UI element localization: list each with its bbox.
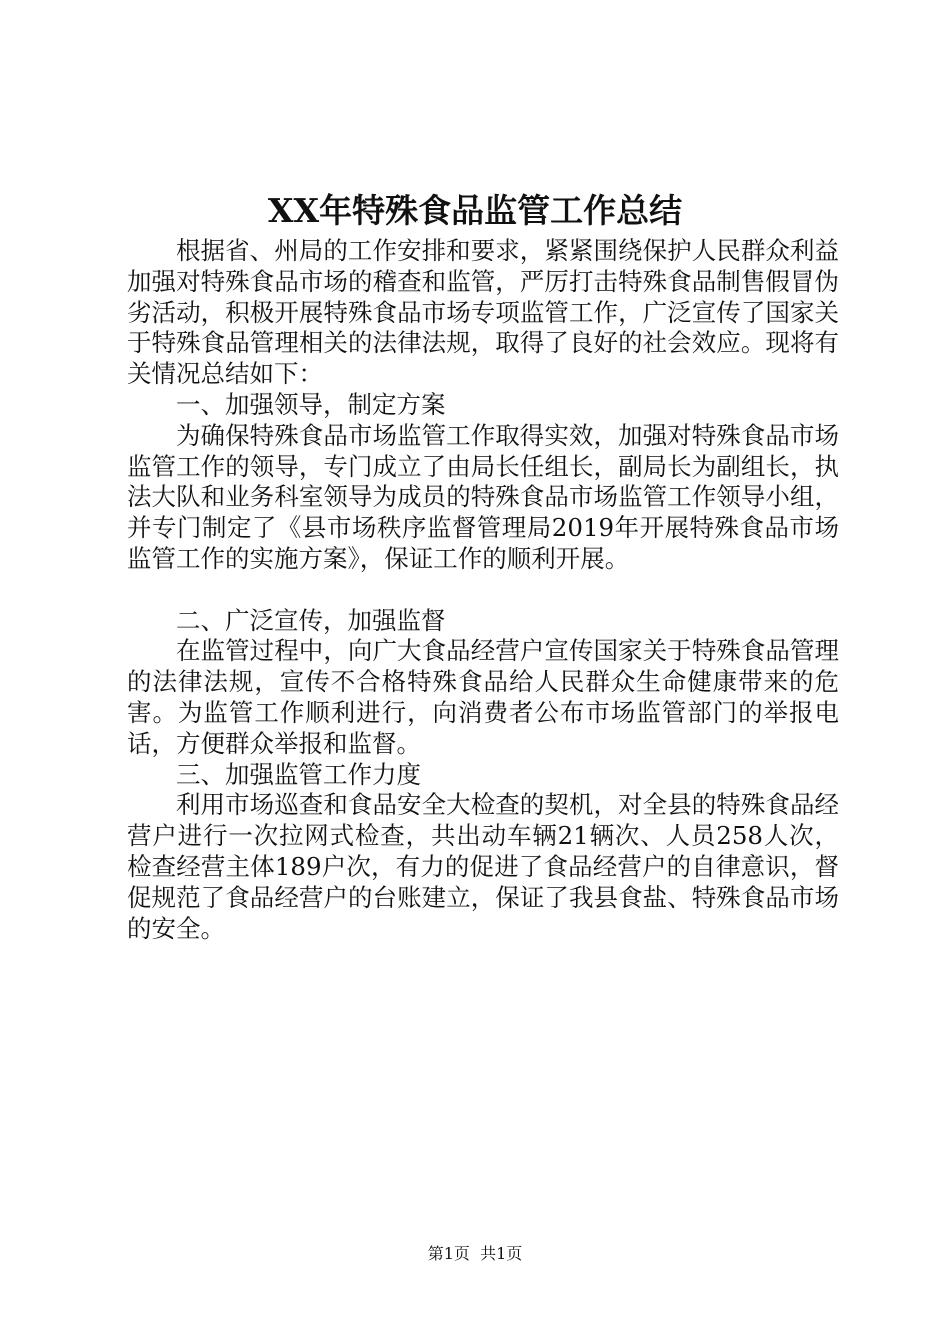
section-heading-3: 三、加强监管工作力度 bbox=[176, 759, 421, 789]
section-heading-2: 二、广泛宣传，加强监督 bbox=[176, 605, 446, 635]
page-number: 第1页 bbox=[427, 1244, 470, 1263]
page-footer bbox=[0, 1243, 950, 1265]
intro-paragraph: 根据省、州局的工作安排和要求，紧紧围绕保护人民群众利益加强对特殊食品市场的稽查和监管，严厉打击特殊食品制售假冒伪劣活动，积极开展特殊食品市场专项监管工作，广泛宣传了国家关于特殊食品管理相关的法律法规，取得了良好的社会效应。现将有关情况总结如下： bbox=[127, 236, 839, 389]
section-heading-1: 一、加强领导，制定方案 bbox=[176, 389, 446, 419]
page-total: 共1页 bbox=[480, 1244, 523, 1263]
document-body bbox=[127, 236, 839, 944]
document-title: XX年特殊食品监管工作总结 bbox=[267, 191, 683, 230]
section-paragraph-1: 为确保特殊食品市场监管工作取得实效，加强对特殊食品市场监管工作的领导，专门成立了由局长任组长，副局长为副组长，执法大队和业务科室领导为成员的特殊食品市场监管工作领导小组，并专门制定了《县市场秩序监督管理局2019年开展特殊食品市场监管工作的实施方案》，保证工作的顺利开展。 bbox=[127, 420, 839, 573]
section-paragraph-3: 利用市场巡查和食品安全大检查的契机，对全县的特殊食品经营户进行一次拉网式检查，共出动车辆21辆次、人员258人次，检查经营主体189户次，有力的促进了食品经营户的自律意识，督促规范了食品经营户的台账建立，保证了我县食盐、特殊食品市场的安全。 bbox=[127, 790, 839, 943]
section-paragraph-2: 在监管过程中，向广大食品经营户宣传国家关于特殊食品管理的法律法规，宣传不合格特殊食品给人民群众生命健康带来的危害。为监管工作顺利进行，向消费者公布市场监管部门的举报电话，方便群众举报和监督。 bbox=[127, 636, 839, 758]
